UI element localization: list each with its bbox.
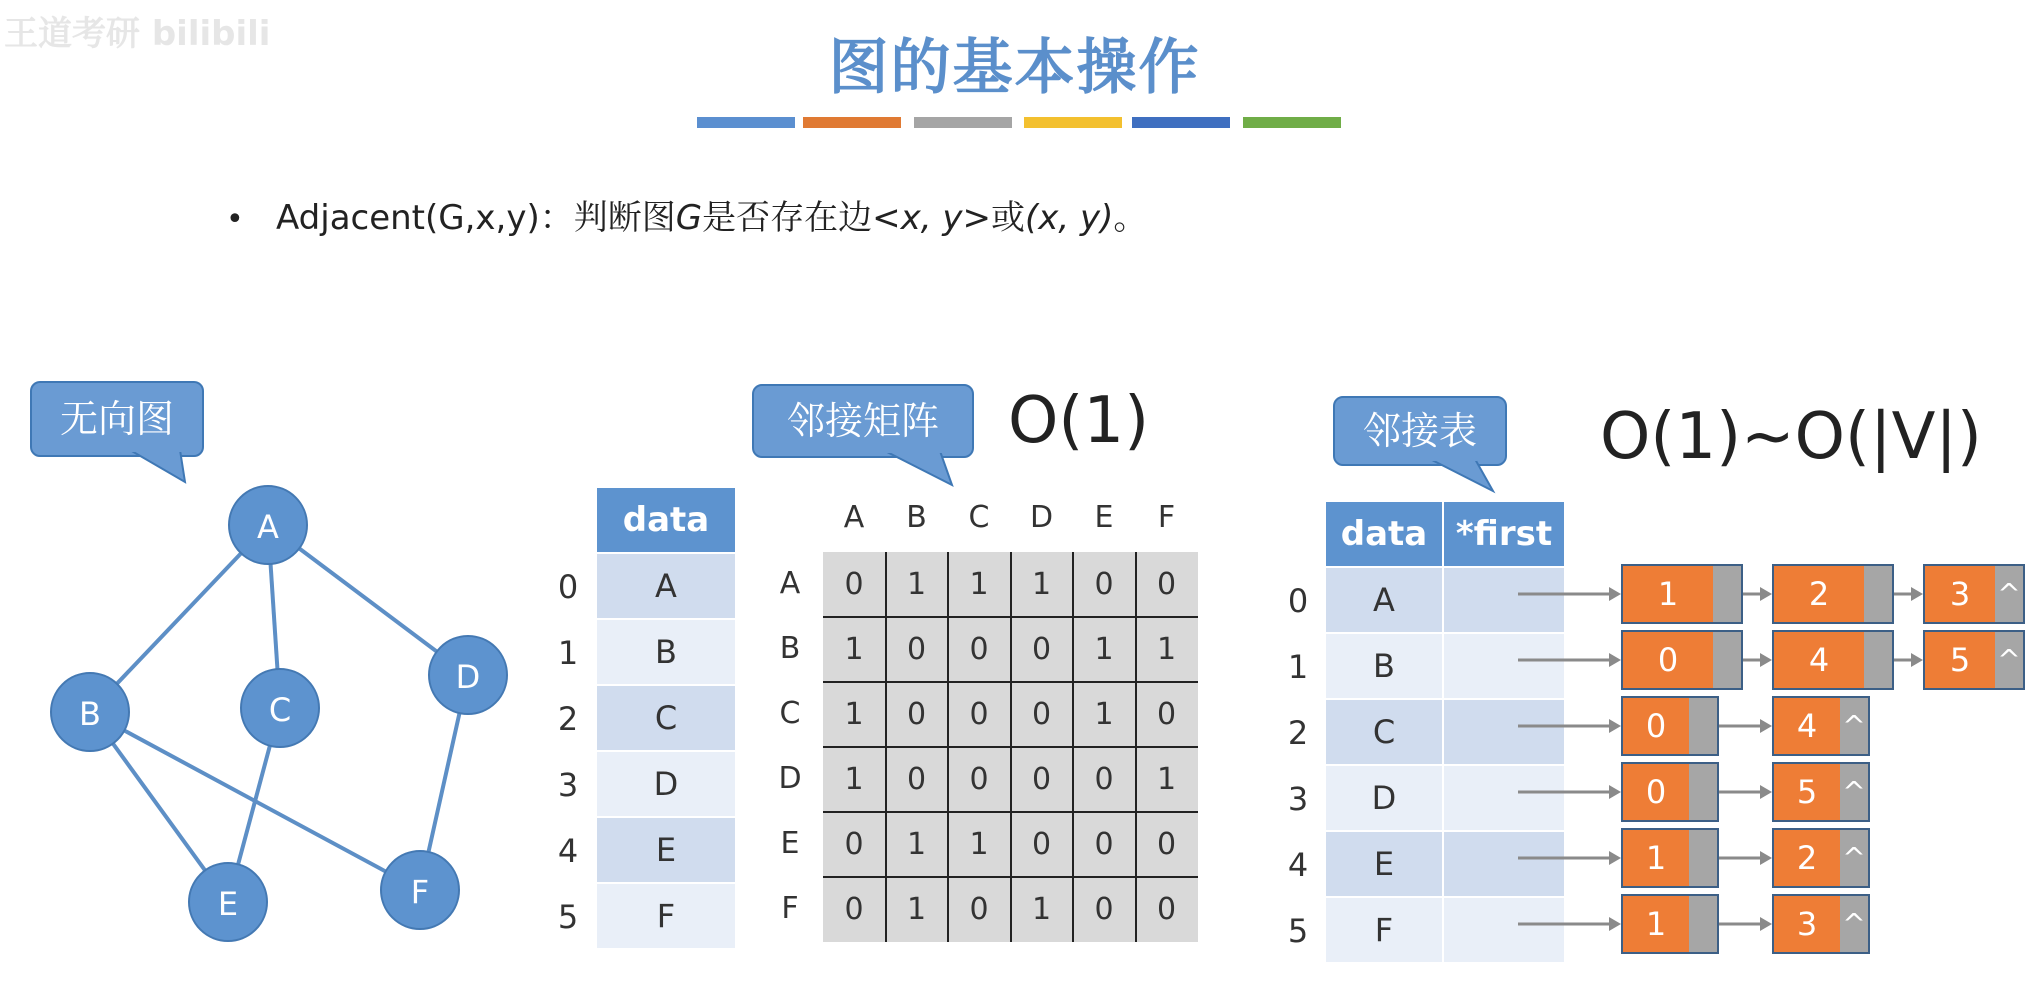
adj-list-index: 4 bbox=[1287, 846, 1309, 884]
graph-node-d: D bbox=[428, 635, 508, 715]
edge-node-vertex: 1 bbox=[1623, 830, 1689, 886]
edge-node-pointer: ^ bbox=[1840, 896, 1868, 952]
list-arrow-head bbox=[1609, 851, 1621, 865]
matrix-cell: 1 bbox=[1073, 617, 1135, 682]
matrix-col-label: E bbox=[1094, 500, 1114, 535]
bullet-dot: • bbox=[226, 202, 244, 237]
matrix-cell: 0 bbox=[1011, 682, 1073, 747]
matrix-cell: 0 bbox=[886, 617, 948, 682]
matrix-cell: 0 bbox=[948, 877, 1010, 942]
matrix-cell: 1 bbox=[1011, 552, 1073, 617]
adj-list-index: 1 bbox=[1287, 648, 1309, 686]
vertex-cell: A bbox=[597, 554, 735, 618]
vertex-index: 2 bbox=[557, 700, 579, 738]
vertex-cell: D bbox=[597, 752, 735, 816]
edge-node-pointer: ^ bbox=[1840, 764, 1868, 820]
matrix-col-label: A bbox=[843, 500, 865, 535]
matrix-row-label: B bbox=[779, 631, 801, 666]
list-arrow-head bbox=[1760, 719, 1772, 733]
matrix-cell: 0 bbox=[823, 877, 885, 942]
matrix-cell: 0 bbox=[1073, 552, 1135, 617]
matrix-cell: 1 bbox=[1136, 617, 1198, 682]
bullet-text-1: 判断图 bbox=[573, 198, 676, 238]
adj-list-index: 0 bbox=[1287, 582, 1309, 620]
list-arrow-head bbox=[1911, 653, 1923, 667]
adj-list-vertex-cell: B bbox=[1326, 634, 1442, 698]
list-arrow-head bbox=[1760, 785, 1772, 799]
edge-node-vertex: 4 bbox=[1774, 698, 1840, 754]
matrix-cell: 1 bbox=[948, 552, 1010, 617]
matrix-col-label: C bbox=[968, 500, 990, 535]
edge-node-pointer: ^ bbox=[1995, 566, 2023, 622]
list-arrow-head bbox=[1911, 587, 1923, 601]
vertex-index: 1 bbox=[557, 634, 579, 672]
matrix-cell: 0 bbox=[1011, 812, 1073, 877]
adj-list-header-data: data bbox=[1326, 502, 1442, 566]
vertex-cell: F bbox=[597, 884, 735, 948]
edge-node-vertex: 0 bbox=[1623, 698, 1689, 754]
matrix-row-label: A bbox=[779, 566, 801, 601]
vertex-cell: E bbox=[597, 818, 735, 882]
matrix-cell: 0 bbox=[1011, 617, 1073, 682]
matrix-cell: 0 bbox=[948, 747, 1010, 812]
matrix-cell: 1 bbox=[886, 552, 948, 617]
matrix-col-label: D bbox=[1029, 500, 1054, 535]
edge-node-vertex: 1 bbox=[1623, 896, 1689, 952]
adj-list-vertex-cell: C bbox=[1326, 700, 1442, 764]
edge-node-vertex: 0 bbox=[1623, 632, 1713, 688]
matrix-cell: 0 bbox=[886, 682, 948, 747]
edge-node-vertex: 0 bbox=[1623, 764, 1689, 820]
bullet-sep: ： bbox=[539, 198, 574, 238]
bullet-directed-edge: <x, y> bbox=[872, 198, 991, 238]
list-arrow-head bbox=[1609, 653, 1621, 667]
matrix-cell: 1 bbox=[886, 812, 948, 877]
edge-node-pointer: ^ bbox=[1840, 698, 1868, 754]
edge-node-pointer: ^ bbox=[1840, 830, 1868, 886]
bullet-end: 。 bbox=[1113, 198, 1148, 238]
matrix-cell: 0 bbox=[1136, 812, 1198, 877]
graph-node-c: C bbox=[240, 668, 320, 748]
edge-node-vertex: 2 bbox=[1774, 830, 1840, 886]
callout-list-label: 邻接表 bbox=[1362, 409, 1477, 453]
vertex-index: 5 bbox=[557, 898, 579, 936]
bullet-text-3: 或 bbox=[990, 198, 1025, 238]
graph-node-e: E bbox=[188, 862, 268, 942]
edge-node-vertex: 1 bbox=[1623, 566, 1713, 622]
edge-node-vertex: 5 bbox=[1774, 764, 1840, 820]
bullet-text-2: 是否存在边 bbox=[702, 198, 873, 238]
adj-list-index: 3 bbox=[1287, 780, 1309, 818]
matrix-cell: 0 bbox=[948, 682, 1010, 747]
adj-list-vertex-cell: F bbox=[1326, 898, 1442, 962]
bullet-graph-G: G bbox=[675, 198, 703, 238]
matrix-col-label: F bbox=[1157, 500, 1176, 535]
matrix-cell: 0 bbox=[823, 552, 885, 617]
matrix-cell: 0 bbox=[1136, 877, 1198, 942]
matrix-cell: 1 bbox=[1011, 877, 1073, 942]
matrix-row-label: C bbox=[779, 696, 801, 731]
matrix-cell: 0 bbox=[1136, 552, 1198, 617]
list-arrow-head bbox=[1760, 851, 1772, 865]
matrix-row-label: F bbox=[781, 891, 799, 926]
adj-list-vertex-cell: E bbox=[1326, 832, 1442, 896]
matrix-cell: 0 bbox=[1073, 877, 1135, 942]
adj-list-index: 5 bbox=[1287, 912, 1309, 950]
callout-undirected-label: 无向图 bbox=[59, 397, 174, 441]
vertex-cell: B bbox=[597, 620, 735, 684]
adj-list-header-first: *first bbox=[1444, 502, 1564, 566]
matrix-cell: 0 bbox=[823, 812, 885, 877]
adjacent-function: Adjacent(G,x,y) bbox=[276, 198, 540, 238]
matrix-cell: 1 bbox=[823, 682, 885, 747]
matrix-cell: 1 bbox=[823, 747, 885, 812]
list-arrow-head bbox=[1760, 587, 1772, 601]
list-arrow-head bbox=[1609, 917, 1621, 931]
adj-list-vertex-cell: D bbox=[1326, 766, 1442, 830]
edge-node-vertex: 3 bbox=[1774, 896, 1840, 952]
list-complexity: O(1)~O(|V|) bbox=[1600, 400, 1982, 474]
vertex-cell: C bbox=[597, 686, 735, 750]
matrix-cell: 0 bbox=[1073, 747, 1135, 812]
edge-node-vertex: 3 bbox=[1925, 566, 1995, 622]
matrix-cell: 1 bbox=[1073, 682, 1135, 747]
graph-node-f: F bbox=[380, 850, 460, 930]
list-arrow-head bbox=[1609, 719, 1621, 733]
vertex-table-header: data bbox=[597, 488, 735, 552]
edge-node-vertex: 2 bbox=[1774, 566, 1864, 622]
matrix-cell: 0 bbox=[1136, 682, 1198, 747]
matrix-cell: 1 bbox=[886, 877, 948, 942]
edge-node-pointer: ^ bbox=[1995, 632, 2023, 688]
matrix-cell: 0 bbox=[948, 617, 1010, 682]
page-title: 图的基本操作 bbox=[828, 33, 1201, 103]
list-arrow-head bbox=[1760, 653, 1772, 667]
bullet-undirected-edge: (x, y) bbox=[1024, 198, 1114, 238]
watermark-text: 王道考研 bilibili bbox=[4, 14, 271, 54]
vertex-index: 0 bbox=[557, 568, 579, 606]
matrix-row-label: D bbox=[778, 761, 802, 796]
list-arrow-head bbox=[1760, 917, 1772, 931]
edge-node-vertex: 4 bbox=[1774, 632, 1864, 688]
matrix-complexity: O(1) bbox=[1008, 384, 1150, 458]
matrix-cell: 1 bbox=[823, 617, 885, 682]
matrix-row-label: E bbox=[780, 826, 800, 861]
graph-node-b: B bbox=[50, 672, 130, 752]
matrix-cell: 0 bbox=[886, 747, 948, 812]
list-arrow-head bbox=[1609, 785, 1621, 799]
vertex-index: 3 bbox=[557, 766, 579, 804]
list-arrow-head bbox=[1609, 587, 1621, 601]
adj-list-vertex-cell: A bbox=[1326, 568, 1442, 632]
edge-node-vertex: 5 bbox=[1925, 632, 1995, 688]
matrix-cell: 0 bbox=[1011, 747, 1073, 812]
graph-node-a: A bbox=[228, 485, 308, 565]
callout-matrix-label: 邻接矩阵 bbox=[786, 399, 939, 443]
matrix-col-label: B bbox=[906, 500, 927, 535]
matrix-cell: 0 bbox=[1073, 812, 1135, 877]
matrix-cell: 1 bbox=[1136, 747, 1198, 812]
matrix-cell: 1 bbox=[948, 812, 1010, 877]
vertex-index: 4 bbox=[557, 832, 579, 870]
adj-list-index: 2 bbox=[1287, 714, 1309, 752]
